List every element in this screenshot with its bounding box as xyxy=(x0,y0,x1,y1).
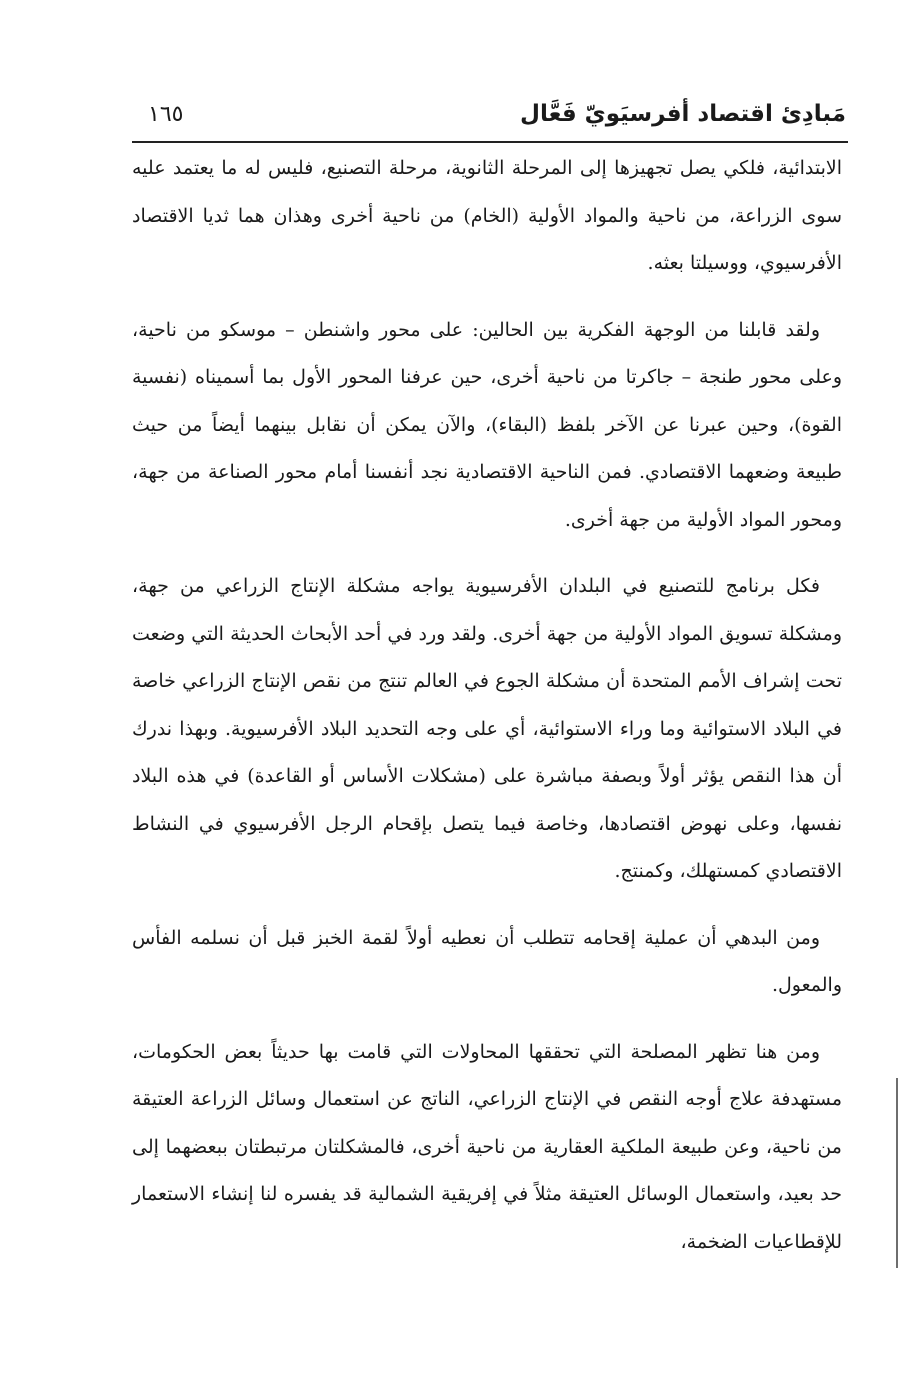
scan-margin-mark xyxy=(896,1078,898,1268)
paragraph-5: ومن هنا تظهر المصلحة التي تحققها المحاولات التي قامت بها حديثاً بعض الحكومات، مستهدفة علاج أوجه النقص في الإنتاج الزراعي، الناتج عن استعمال وسائل الزراعة العتيقة من ناحية، وعن طبيعة الملكية العقارية من ناحية أخرى، فالمشكلتان مرتبطتان ببعضهما إلى حد بعيد، واستعمال الوسائل العتيقة مثلاً في إفريقية الشمالية قد يفسره لنا إنشاء الاستعمار للإقطاعيات الضخمة، xyxy=(132,1040,842,1253)
running-title: مَبادِئ اقتصاد أفرسيَويّ فَعَّال xyxy=(520,101,846,127)
paragraph-1: الابتدائية، فلكي يصل تجهيزها إلى المرحلة الثانوية، مرحلة التصنيع، فليس له ما يعتمد عليه سوى الزراعة، من ناحية والمواد الأولية (الخام) من ناحية أخرى وهذان هما ثديا الاقتصاد الأفرسيوي، ووسيلتا بعثه. xyxy=(132,157,842,274)
header-rule xyxy=(132,141,848,143)
paragraph-2: ولقد قابلنا من الوجهة الفكرية بين الحالين: على محور واشنطن – موسكو من ناحية، وعلى محور طنجة – جاكرتا من ناحية أخرى، حين عرفنا المحور الأول بما أسميناه (نفسية القوة)، وحين عبرنا عن الآخر بلفظ (البقاء)، والآن يمكن أن نقابل بينهما أيضاً من حيث طبيعة وضعهما الاقتصادي. فمن الناحية الاقتصادية نجد أنفسنا أمام محور الصناعة من جهة، ومحور المواد الأولية من جهة أخرى. xyxy=(132,318,842,531)
body-text xyxy=(132,145,842,1285)
paragraph-4: ومن البدهي أن عملية إقحامه تتطلب أن نعطيه أولاً لقمة الخبز قبل أن نسلمه الفأس والمعول. xyxy=(132,926,842,996)
page-header xyxy=(140,92,846,136)
paragraph-3: فكل برنامج للتصنيع في البلدان الأفرسيوية يواجه مشكلة الإنتاج الزراعي من جهة، ومشكلة تسويق المواد الأولية من جهة أخرى. ولقد ورد في أحد الأبحاث الحديثة التي وضعت تحت إشراف الأمم المتحدة أن مشكلة الجوع في العالم تنتج من نقص الإنتاج الزراعي خاصة في البلاد الاستوائية وما وراء الاستوائية، أي على وجه التحديد البلاد الأفرسيوية. وبهذا ندرك أن هذا النقص يؤثر أولاً وبصفة مباشرة على (مشكلات الأساس أو القاعدة) في هذه البلاد نفسها، وعلى نهوض اقتصادها، وخاصة فيما يتصل بإقحام الرجل الأفرسيوي في النشاط الاقتصادي كمستهلك، وكمنتج. xyxy=(132,575,842,882)
page-number: ١٦٥ xyxy=(148,101,184,127)
